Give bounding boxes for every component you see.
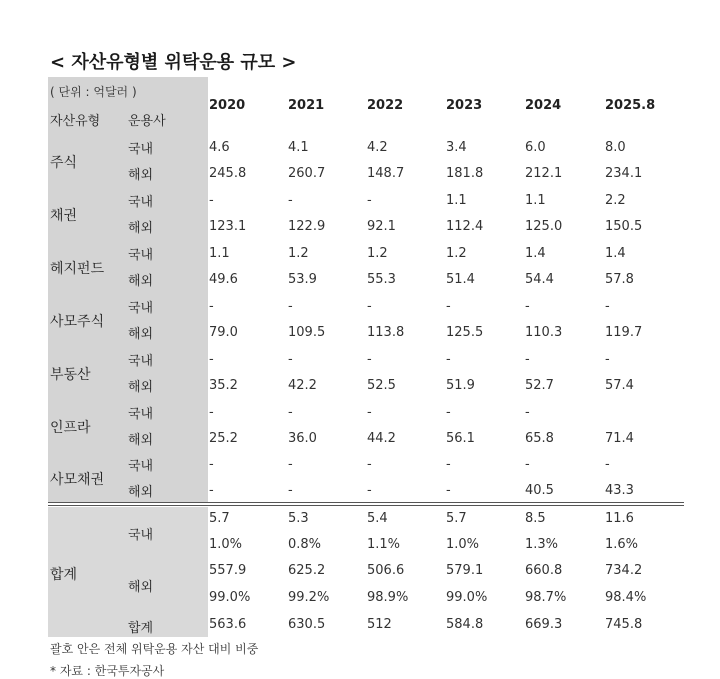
- total-cell: 5.7: [209, 511, 230, 526]
- total-cell: 660.8: [525, 563, 563, 578]
- table-cell: -: [605, 298, 610, 314]
- manager-label: 국내: [128, 194, 154, 210]
- table-cell: 150.5: [605, 218, 643, 234]
- total-cell: 98.9%: [367, 590, 409, 605]
- total-cell: 99.0%: [209, 590, 251, 605]
- manager-label: 해외: [128, 220, 154, 236]
- total-cell: 5.3: [288, 511, 309, 526]
- table-cell: 1.1: [209, 245, 230, 261]
- table-cell: -: [367, 404, 372, 420]
- total-cell: 506.6: [367, 563, 405, 578]
- table-cell: -: [209, 457, 214, 473]
- total-cell: 98.7%: [525, 590, 567, 605]
- table-cell: -: [367, 351, 372, 367]
- year-header: 2023: [446, 98, 483, 113]
- table-cell: 57.8: [605, 271, 634, 287]
- total-cell: 625.2: [288, 563, 326, 578]
- total-domestic-label: 국내: [128, 528, 154, 543]
- table-cell: 234.1: [605, 166, 643, 181]
- year-header: 2020: [209, 98, 246, 113]
- table-cell: 1.1: [446, 192, 467, 208]
- total-cell: 1.6%: [605, 537, 639, 552]
- table-cell: 1.1: [525, 192, 546, 208]
- header-manager: 운용사: [128, 114, 166, 129]
- table-cell: 3.4: [446, 140, 467, 155]
- table-cell: -: [209, 483, 214, 499]
- table-cell: 125.5: [446, 324, 484, 340]
- table-cell: 148.7: [367, 166, 405, 181]
- manager-label: 국내: [128, 406, 154, 422]
- table-cell: -: [525, 351, 530, 367]
- total-cell: 512: [367, 617, 392, 632]
- table-cell: 56.1: [446, 430, 475, 446]
- category-label: 사모주식: [50, 313, 105, 330]
- total-cell: 557.9: [209, 563, 247, 578]
- table-cell: -: [367, 192, 372, 208]
- divider-line: [48, 502, 684, 503]
- table-cell: 51.9: [446, 377, 475, 393]
- total-cell: 579.1: [446, 563, 484, 578]
- table-cell: 65.8: [525, 430, 554, 446]
- table-cell: 260.7: [288, 166, 326, 181]
- total-overseas-label: 해외: [128, 580, 154, 595]
- category-label: 부동산: [50, 366, 91, 383]
- category-label: 주식: [50, 155, 78, 171]
- table-cell: 8.0: [605, 140, 626, 155]
- total-cell: 563.6: [209, 617, 247, 632]
- total-cell: 8.5: [525, 511, 546, 526]
- table-cell: -: [605, 351, 610, 367]
- table-cell: -: [288, 192, 293, 208]
- table-cell: 53.9: [288, 271, 317, 287]
- manager-label: 국내: [128, 247, 154, 263]
- total-cell: 5.4: [367, 511, 388, 526]
- table-cell: -: [525, 404, 530, 420]
- table-cell: 4.1: [288, 140, 309, 155]
- table-cell: 49.6: [209, 271, 238, 287]
- table-cell: -: [605, 457, 610, 473]
- table-cell: 52.5: [367, 377, 396, 393]
- table-cell: 44.2: [367, 430, 396, 446]
- total-cell: 1.0%: [209, 537, 243, 552]
- total-cell: 1.0%: [446, 537, 480, 552]
- total-cell: 584.8: [446, 617, 484, 632]
- table-cell: 55.3: [367, 271, 396, 287]
- total-cell: 0.8%: [288, 537, 322, 552]
- table-cell: 43.3: [605, 483, 634, 499]
- total-cell: 98.4%: [605, 590, 647, 605]
- total-cell: 11.6: [605, 511, 634, 526]
- table-cell: -: [288, 298, 293, 314]
- table-cell: -: [446, 483, 451, 499]
- table-cell: 40.5: [525, 483, 554, 499]
- year-header: 2022: [367, 98, 404, 113]
- note-ratio: 괄호 안은 전체 위탁운용 자산 대비 비중: [50, 642, 259, 656]
- total-cell: 745.8: [605, 617, 643, 632]
- table-cell: 1.4: [605, 245, 626, 261]
- table-cell: 112.4: [446, 218, 484, 234]
- manager-label: 해외: [128, 379, 154, 395]
- table-cell: 110.3: [525, 324, 563, 340]
- table-cell: 71.4: [605, 430, 634, 446]
- table-cell: 42.2: [288, 377, 317, 393]
- table-cell: 1.4: [525, 245, 546, 261]
- table-cell: 2.2: [605, 192, 626, 208]
- table-cell: 6.0: [525, 140, 546, 155]
- manager-label: 국내: [128, 353, 154, 369]
- total-cell: 669.3: [525, 617, 563, 632]
- manager-label: 해외: [128, 432, 154, 448]
- table-cell: 25.2: [209, 430, 238, 446]
- year-header: 2021: [288, 98, 325, 113]
- total-label: 합계: [50, 567, 78, 583]
- table-cell: -: [525, 298, 530, 314]
- category-label: 인프라: [50, 419, 91, 436]
- table-cell: 4.6: [209, 140, 230, 155]
- total-cell: 99.0%: [446, 590, 488, 605]
- table-cell: 181.8: [446, 166, 484, 181]
- category-label: 사모채권: [50, 472, 105, 489]
- table-cell: -: [525, 457, 530, 473]
- table-cell: -: [367, 457, 372, 473]
- table-cell: -: [209, 351, 214, 367]
- table-cell: 123.1: [209, 218, 247, 234]
- table-cell: 54.4: [525, 271, 554, 287]
- total-cell: 5.7: [446, 511, 467, 526]
- manager-label: 해외: [128, 326, 154, 342]
- table-cell: -: [288, 351, 293, 367]
- manager-label: 해외: [128, 485, 154, 501]
- table-cell: 51.4: [446, 271, 475, 287]
- table-cell: 92.1: [367, 218, 396, 234]
- year-header: 2025.8: [605, 98, 656, 113]
- total-cell: 1.1%: [367, 537, 401, 552]
- table-cell: 245.8: [209, 166, 247, 181]
- total-sum-label: 합계: [128, 621, 154, 636]
- manager-label: 해외: [128, 168, 154, 183]
- table-cell: -: [446, 404, 451, 420]
- unit-label: ( 단위 : 억달러 ): [50, 85, 137, 99]
- table-cell: 109.5: [288, 324, 326, 340]
- manager-label: 국내: [128, 459, 154, 475]
- table-cell: -: [288, 404, 293, 420]
- table-cell: 1.2: [367, 245, 388, 261]
- year-header: 2024: [525, 98, 562, 113]
- table-cell: -: [288, 483, 293, 499]
- table-cell: 57.4: [605, 377, 634, 393]
- table-cell: -: [446, 351, 451, 367]
- table-cell: 113.8: [367, 324, 405, 340]
- total-cell: 630.5: [288, 617, 326, 632]
- table-cell: -: [209, 298, 214, 314]
- table-cell: 52.7: [525, 377, 554, 393]
- table-cell: 4.2: [367, 140, 388, 155]
- manager-label: 해외: [128, 273, 154, 289]
- page-title: < 자산유형별 위탁운용 규모 >: [50, 52, 297, 73]
- divider-line: [48, 505, 684, 506]
- table-cell: -: [209, 192, 214, 208]
- table-cell: 36.0: [288, 430, 317, 446]
- manager-label: 국내: [128, 300, 154, 316]
- table-cell: 119.7: [605, 324, 643, 340]
- table-cell: 1.2: [288, 245, 309, 261]
- category-label: 채권: [50, 207, 78, 224]
- total-cell: 99.2%: [288, 590, 330, 605]
- note-source: * 자료 : 한국투자공사: [50, 664, 165, 678]
- manager-label: 국내: [128, 142, 154, 157]
- table-cell: 125.0: [525, 218, 563, 234]
- table-cell: -: [446, 457, 451, 473]
- total-cell: 1.3%: [525, 537, 559, 552]
- table-cell: 122.9: [288, 218, 326, 234]
- table-cell: -: [446, 298, 451, 314]
- header-asset-type: 자산유형: [50, 114, 101, 129]
- table-cell: -: [367, 298, 372, 314]
- table-cell: 212.1: [525, 166, 563, 181]
- table-cell: -: [288, 457, 293, 473]
- table-cell: 35.2: [209, 377, 238, 393]
- table-cell: 79.0: [209, 324, 238, 340]
- category-label: 헤지펀드: [50, 260, 105, 277]
- table-cell: -: [209, 404, 214, 420]
- table-cell: 1.2: [446, 245, 467, 261]
- table-cell: -: [367, 483, 372, 499]
- total-cell: 734.2: [605, 563, 643, 578]
